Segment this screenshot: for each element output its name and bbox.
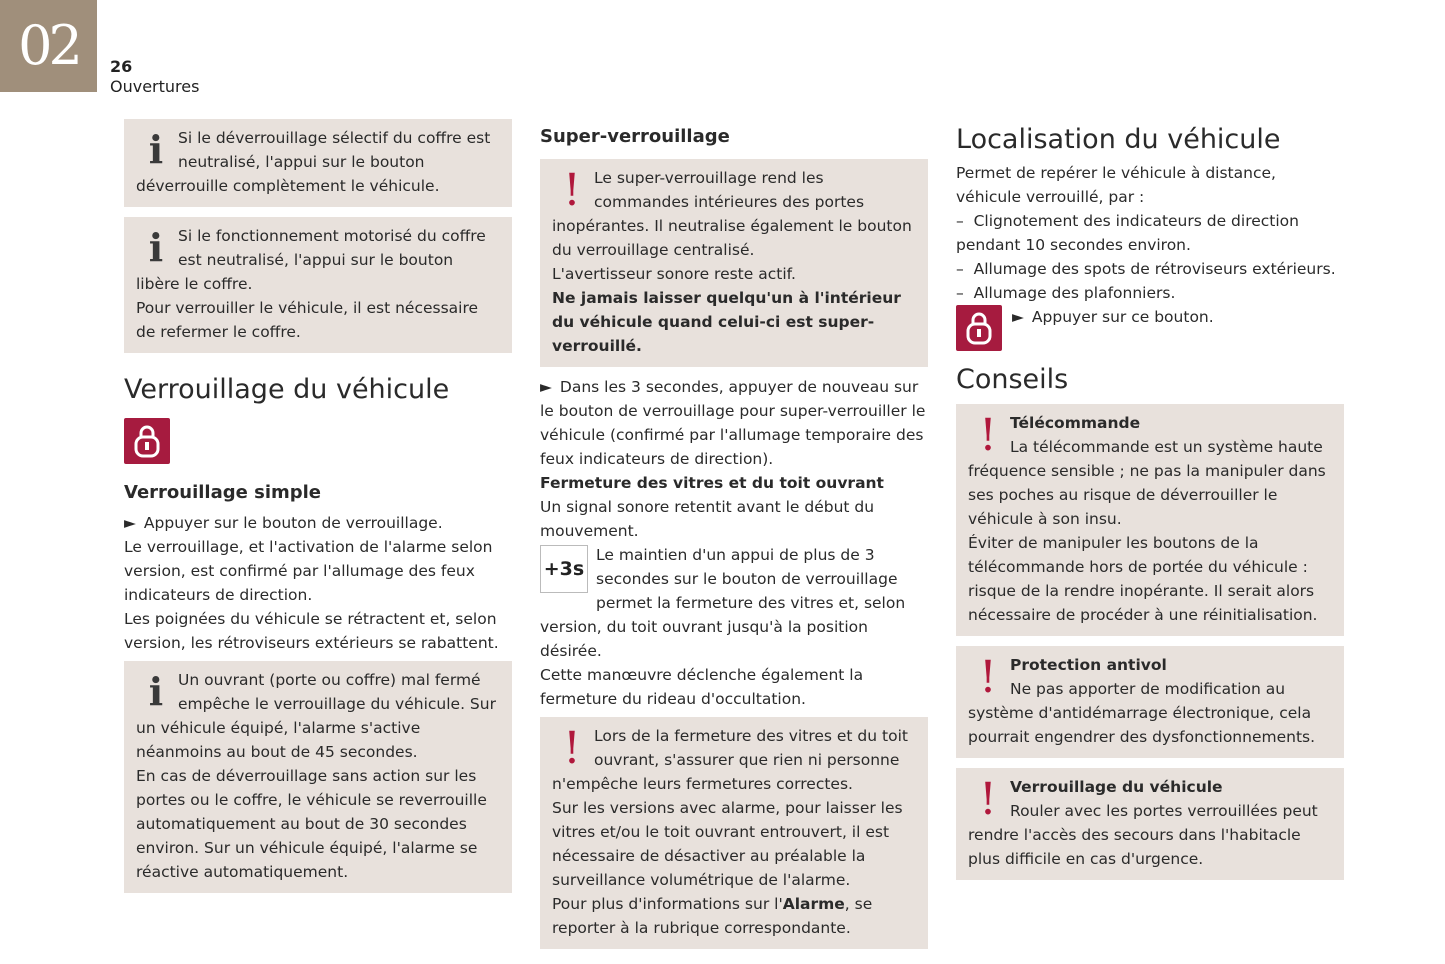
section-title: Localisation du véhicule <box>956 124 1281 155</box>
warning-text-bold: Ne jamais laisser quelqu'un à l'intérieur du véhicule quand celui-ci est super-verrouillé. <box>552 289 901 355</box>
info-icon: i <box>148 127 164 172</box>
warning-icon: ! <box>979 774 997 825</box>
warning-text: Éviter de manipuler les boutons de la télécommande hors de portée du véhicule : risque de la rendre inopérante. Il serait alors nécessaire de procéder à une réinitialisation. <box>968 534 1318 624</box>
body-paragraph: Un signal sonore retentit avant le début du mouvement. <box>540 498 875 540</box>
body-paragraph: Le maintien d'un appui de plus de 3 secondes sur le bouton de verrouillage permet la fermeture des vitres et, selon version, du toit ouvrant jusqu'à la position désirée. <box>540 546 906 660</box>
list-item: – Allumage des spots de rétroviseurs extérieurs. <box>956 260 1336 278</box>
warning-text: Sur les versions avec alarme, pour laisser les vitres et/ou le toit ouvrant entrouvert, il est nécessaire de désactiver au préalable la surveillance volumétrique de l'alarme. <box>552 799 903 889</box>
warning-text: L'avertisseur sonore reste actif. <box>552 265 796 283</box>
body-paragraph: Permet de repérer le véhicule à distance, véhicule verrouillé, par : <box>956 164 1276 206</box>
warning-text: Le super-verrouillage rend les commandes intérieures des portes inopérantes. Il neutralise également le bouton du verrouillage centralisé. <box>552 169 912 259</box>
arrow-icon: ► <box>124 514 136 532</box>
subsection-title: Verrouillage simple <box>124 482 322 503</box>
warning-icon: ! <box>563 723 581 774</box>
info-text: Pour verrouiller le véhicule, il est nécessaire de refermer le coffre. <box>136 299 479 341</box>
info-icon: i <box>148 225 164 270</box>
list-item: – Clignotement des indicateurs de direction pendant 10 secondes environ. <box>956 212 1299 254</box>
info-text: Si le fonctionnement motorisé du coffre est neutralisé, l'appui sur le bouton libère le coffre. <box>136 227 486 293</box>
section-title: Verrouillage du véhicule <box>124 374 450 405</box>
body-paragraph: Cette manœuvre déclenche également la fermeture du rideau d'occultation. <box>540 666 864 708</box>
section-name: Ouvertures <box>110 77 200 96</box>
arrow-icon: ► <box>1012 308 1024 326</box>
warning-text: Ne pas apporter de modification au système d'antidémarrage électronique, cela pourrait engendrer des dysfonctionnements. <box>968 680 1316 746</box>
info-box <box>124 661 512 893</box>
column-2 <box>540 119 928 959</box>
subsection-title: Super-verrouillage <box>540 126 730 147</box>
body-paragraph: Les poignées du véhicule se rétractent et, selon version, les rétroviseurs extérieurs se rabattent. <box>124 610 499 652</box>
warning-text: Lors de la fermeture des vitres et du toit ouvrant, s'assurer que rien ni personne n'empêche leurs fermetures correctes. <box>552 727 908 793</box>
info-icon: i <box>148 669 164 714</box>
warning-box <box>540 159 928 367</box>
column-1 <box>124 119 512 903</box>
column-3 <box>956 119 1344 890</box>
warning-text: La télécommande est un système haute fréquence sensible ; ne pas la manipuler dans ses poches au risque de déverrouiller le véhicule à son insu. <box>968 438 1326 528</box>
warning-box <box>956 404 1344 636</box>
warning-box <box>540 717 928 949</box>
info-text: Un ouvrant (porte ou coffre) mal fermé empêche le verrouillage du véhicule. Sur un véhicule équipé, l'alarme s'active néanmoins au bout de 45 secondes. <box>136 671 496 761</box>
locate-button-icon <box>956 305 1002 351</box>
list-item: – Allumage des plafonniers. <box>956 284 1176 302</box>
body-paragraph: Le verrouillage, et l'activation de l'alarme selon version, est confirmé par l'allumage des feux indicateurs de direction. <box>124 538 493 604</box>
step-text: ► Appuyer sur ce bouton. <box>1012 308 1214 326</box>
info-box <box>124 217 512 353</box>
info-text: En cas de déverrouillage sans action sur les portes ou le coffre, le véhicule se reverrouille automatiquement au bout de 30 secondes environ. Sur un véhicule équipé, l'alarme se réactive automatiquement. <box>136 767 487 881</box>
warning-box <box>956 646 1344 758</box>
step-text: ► Appuyer sur le bouton de verrouillage. <box>124 514 443 532</box>
warning-text: Rouler avec les portes verrouillées peut rendre l'accès des secours dans l'habitacle plus difficile en cas d'urgence. <box>968 802 1318 868</box>
page-number: 26 <box>110 57 133 76</box>
arrow-icon: ► <box>540 378 552 396</box>
timer-3s-icon: +3s <box>540 545 588 593</box>
info-text: Si le déverrouillage sélectif du coffre est neutralisé, l'appui sur le bouton déverrouille complètement le véhicule. <box>136 129 491 195</box>
warning-title: Protection antivol <box>1010 656 1167 674</box>
warning-icon: ! <box>979 410 997 461</box>
warning-box <box>956 768 1344 880</box>
warning-text: Pour plus d'informations sur l'Alarme, se reporter à la rubrique correspondante. <box>552 895 873 937</box>
warning-icon: ! <box>979 652 997 703</box>
warning-title: Télécommande <box>1010 414 1141 432</box>
warning-icon: ! <box>563 165 581 216</box>
info-box <box>124 119 512 207</box>
chapter-tab: 02 <box>0 0 97 92</box>
section-title: Conseils <box>956 364 1069 395</box>
subsection-title: Fermeture des vitres et du toit ouvrant <box>540 474 884 492</box>
step-text: ► Dans les 3 secondes, appuyer de nouveau sur le bouton de verrouillage pour super-verrouiller le véhicule (confirmé par l'allumage temporaire des feux indicateurs de direction). <box>540 378 926 468</box>
warning-title: Verrouillage du véhicule <box>1010 778 1223 796</box>
lock-button-icon <box>124 418 170 464</box>
